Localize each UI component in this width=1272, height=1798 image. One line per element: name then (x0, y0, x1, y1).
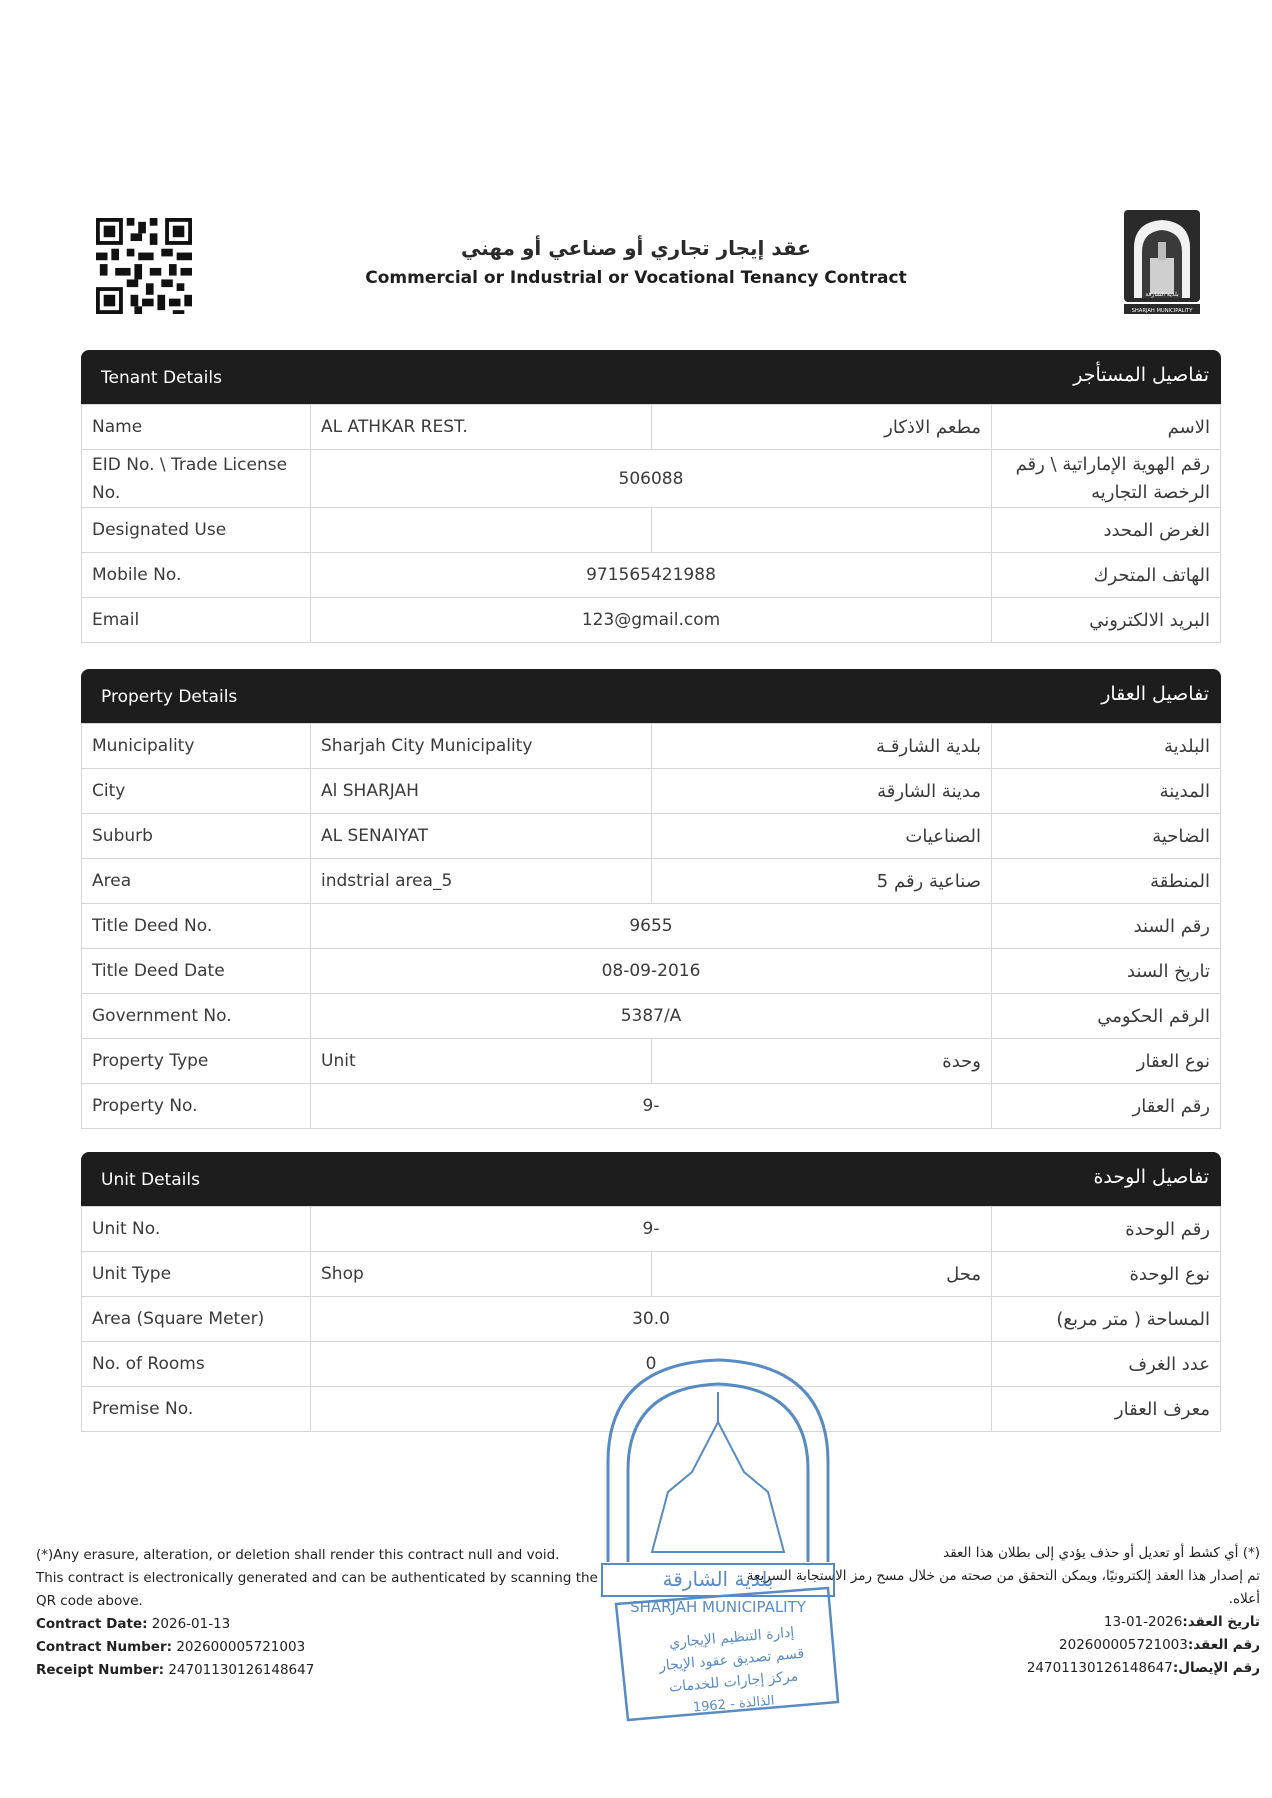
contract-number-label: Contract Number: (36, 1639, 173, 1655)
label-en: Property Type (82, 1039, 311, 1084)
label-ar: الضاحية (992, 814, 1221, 859)
label-ar: تاريخ السند (992, 949, 1221, 994)
label-en: Designated Use (82, 508, 311, 553)
unit-details-header (81, 1152, 1221, 1206)
table-row (82, 1207, 1221, 1252)
table-row (82, 598, 1221, 643)
value-ar: محل (651, 1252, 992, 1297)
label-ar: البلدية (992, 724, 1221, 769)
value-en: Shop (311, 1252, 652, 1297)
label-en: Government No. (82, 994, 311, 1039)
contract-date-label-ar: تاريخ العقد: (1182, 1614, 1260, 1630)
contract-number-label-ar: رقم العقد: (1187, 1637, 1260, 1653)
table-row (82, 994, 1221, 1039)
receipt-number-label-ar: رقم الإيصال: (1172, 1660, 1260, 1676)
label-en: No. of Rooms (82, 1342, 311, 1387)
value: 5387/A (311, 994, 992, 1039)
value-ar (651, 508, 992, 553)
title-english: Commercial or Industrial or Vocational Tenancy Contract (365, 268, 907, 288)
value: 0 (311, 1342, 992, 1387)
label-en: Email (82, 598, 311, 643)
value: 9- (311, 1084, 992, 1129)
label-ar: الرقم الحكومي (992, 994, 1221, 1039)
table-row (82, 405, 1221, 450)
label-ar: نوع الوحدة (992, 1252, 1221, 1297)
value-ar: صناعية رقم 5 (651, 859, 992, 904)
tenant-details-title-en: Tenant Details (101, 368, 222, 388)
unit-details-title-ar: تفاصيل الوحدة (1093, 1166, 1209, 1188)
contract-number-value: 202600005721003 (176, 1639, 306, 1655)
value-en: Al SHARJAH (311, 769, 652, 814)
property-details-section (81, 669, 1221, 1129)
table-row (82, 1039, 1221, 1084)
svg-text:SHARJAH MUNICIPALITY: SHARJAH MUNICIPALITY (1131, 308, 1193, 314)
footer-note-1: (*)Any erasure, alteration, or deletion shall render this contract null and void. (36, 1547, 560, 1563)
label-ar: الغرض المحدد (992, 508, 1221, 553)
stamp-line-2: قسم تصديق عقود الإيجار (658, 1645, 805, 1675)
footer-english (36, 1544, 616, 1682)
table-row (82, 949, 1221, 994)
stamp-line-3: مركز إجارات للخدمات (668, 1668, 799, 1696)
label-ar: نوع العقار (992, 1039, 1221, 1084)
label-ar: عدد الغرف (992, 1342, 1221, 1387)
table-row (82, 450, 1221, 508)
label-en: Property No. (82, 1084, 311, 1129)
property-details-header (81, 669, 1221, 723)
svg-text:بلدية الشارقة: بلدية الشارقة (1145, 291, 1179, 298)
label-ar: المنطقة (992, 859, 1221, 904)
label-en: City (82, 769, 311, 814)
table-row (82, 1297, 1221, 1342)
value-en: Unit (311, 1039, 652, 1084)
receipt-number-value-ar: 24701130126148647 (1026, 1660, 1173, 1676)
label-en: Name (82, 405, 311, 450)
property-details-table (81, 723, 1221, 1129)
tenant-details-section (81, 350, 1221, 643)
qr-code (96, 218, 192, 314)
stamp-text-en: SHARJAH MUNICIPALITY (630, 1598, 806, 1616)
table-row (82, 1252, 1221, 1297)
title-arabic: عقد إيجار تجاري أو صناعي أو مهني (461, 236, 811, 260)
property-details-title-en: Property Details (101, 687, 238, 707)
tenant-details-table (81, 404, 1221, 643)
label-en: Area (82, 859, 311, 904)
label-ar: معرف العقار (992, 1387, 1221, 1432)
table-row (82, 769, 1221, 814)
label-en: Title Deed Date (82, 949, 311, 994)
contract-date-value-ar: 2026-01-13 (1103, 1614, 1183, 1630)
sharjah-municipality-logo (1120, 208, 1204, 316)
value: 123@gmail.com (311, 598, 992, 643)
label-ar: رقم الوحدة (992, 1207, 1221, 1252)
value-ar: بلدية الشارقـة (651, 724, 992, 769)
label-en: Municipality (82, 724, 311, 769)
contract-date-line (36, 1613, 616, 1636)
label-en: EID No. \ Trade License No. (82, 450, 311, 508)
label-ar: الاسم (992, 405, 1221, 450)
value-en: AL SENAIYAT (311, 814, 652, 859)
label-en: Title Deed No. (82, 904, 311, 949)
value-ar: مدينة الشارقة (651, 769, 992, 814)
label-en: Area (Square Meter) (82, 1297, 311, 1342)
value-ar: وحدة (651, 1039, 992, 1084)
value: 506088 (311, 450, 992, 508)
value-en: Sharjah City Municipality (311, 724, 652, 769)
value-en (311, 508, 652, 553)
value: 9655 (311, 904, 992, 949)
label-en: Unit Type (82, 1252, 311, 1297)
table-row (82, 1084, 1221, 1129)
stamp-line-1: إدارة التنظيم الإيجاري (668, 1624, 795, 1652)
table-row (82, 508, 1221, 553)
receipt-number-value: 24701130126148647 (168, 1662, 315, 1678)
label-ar: الهاتف المتحرك (992, 553, 1221, 598)
label-ar: رقم السند (992, 904, 1221, 949)
value-en: AL ATHKAR REST. (311, 405, 652, 450)
label-ar: المساحة ( متر مربع) (992, 1297, 1221, 1342)
value-ar: الصناعيات (651, 814, 992, 859)
label-ar: رقم الهوية الإماراتية \ رقم الرخصة التجاريه (992, 450, 1221, 508)
table-row (82, 904, 1221, 949)
label-en: Mobile No. (82, 553, 311, 598)
receipt-number-label: Receipt Number: (36, 1662, 165, 1678)
value: 971565421988 (311, 553, 992, 598)
value: 08-09-2016 (311, 949, 992, 994)
tenant-details-header (81, 350, 1221, 404)
contract-date-label: Contract Date: (36, 1616, 148, 1632)
stamp-text-ar: بلدية الشارقة (662, 1567, 774, 1591)
tenant-details-title-ar: تفاصيل المستأجر (1073, 364, 1209, 386)
contract-date-value: 2026-01-13 (151, 1616, 231, 1632)
unit-details-title-en: Unit Details (101, 1170, 200, 1190)
value-ar: مطعم الاذكار (651, 405, 992, 450)
receipt-number-line (36, 1659, 616, 1682)
label-en: Suburb (82, 814, 311, 859)
footer-note-2: This contract is electronically generated and can be authenticated by scanning the QR code above. (36, 1570, 598, 1609)
table-row (82, 553, 1221, 598)
label-ar: رقم العقار (992, 1084, 1221, 1129)
label-en: Premise No. (82, 1387, 311, 1432)
value-en: indstrial area_5 (311, 859, 652, 904)
footer-note-1-ar: (*) أي كشط أو تعديل أو حذف يؤدي إلى بطلان هذا العقد (943, 1545, 1260, 1561)
contract-number-value-ar: 202600005721003 (1059, 1637, 1188, 1653)
contract-number-line (36, 1636, 616, 1659)
property-details-title-ar: تفاصيل العقار (1101, 683, 1209, 705)
value: 9- (311, 1207, 992, 1252)
footer-note-2-ar: تم إصدار هذا العقد إلكترونيًا، ويمكن التحقق من صحته من خلال مسح رمز الاستجابة السريعة أعلاه. (746, 1568, 1260, 1607)
stamp-line-4: 1962 - الذالذة (692, 1693, 776, 1716)
value: 30.0 (311, 1297, 992, 1342)
table-row (82, 814, 1221, 859)
label-en: Unit No. (82, 1207, 311, 1252)
label-ar: البريد الالكتروني (992, 598, 1221, 643)
table-row (82, 859, 1221, 904)
table-row (82, 724, 1221, 769)
label-ar: المدينة (992, 769, 1221, 814)
municipality-stamp (592, 1352, 844, 1722)
